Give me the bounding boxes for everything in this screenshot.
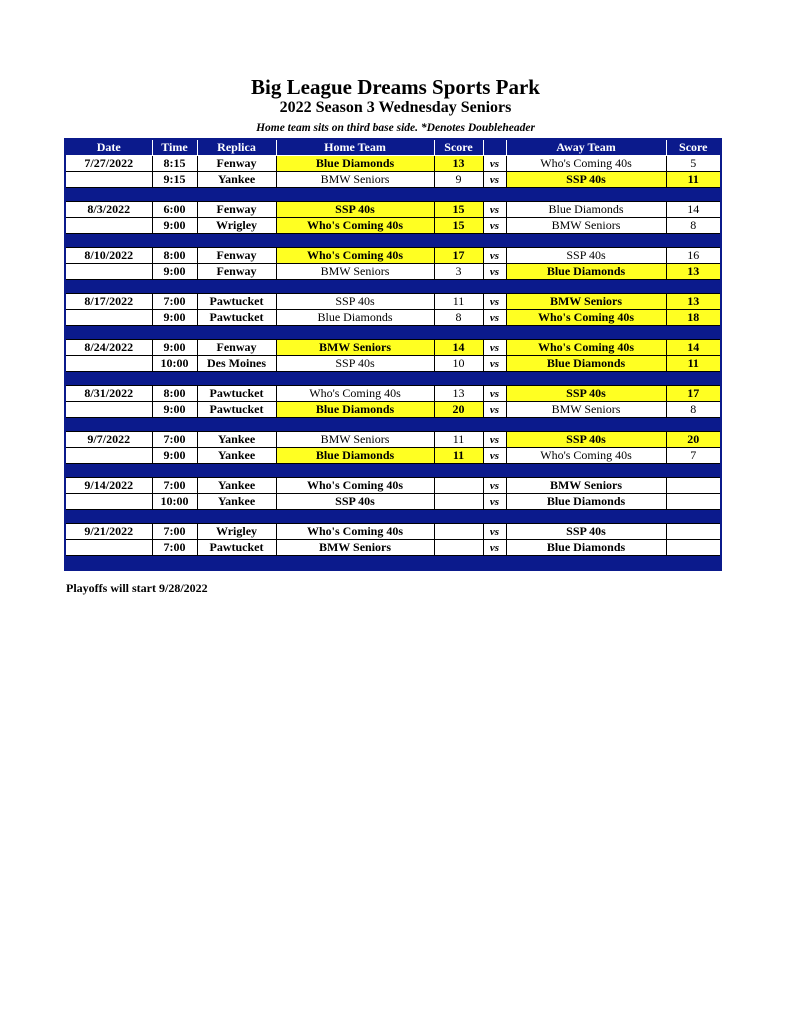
separator-cell xyxy=(666,510,721,524)
cell-replica: Wrigley xyxy=(197,524,276,540)
cell-replica: Pawtucket xyxy=(197,402,276,418)
cell-home-score xyxy=(434,478,483,494)
cell-home-team: SSP 40s xyxy=(276,294,434,310)
cell-home-score xyxy=(434,524,483,540)
cell-date xyxy=(65,494,152,510)
cell-away-score: 13 xyxy=(666,294,721,310)
separator-cell xyxy=(434,510,483,524)
cell-date xyxy=(65,218,152,234)
separator-cell xyxy=(197,326,276,340)
cell-away-score: 8 xyxy=(666,402,721,418)
cell-vs: vs xyxy=(483,156,506,172)
cell-away-team: SSP 40s xyxy=(506,386,666,402)
cell-away-team: Who's Coming 40s xyxy=(506,310,666,326)
separator-cell xyxy=(483,188,506,202)
cell-time: 9:00 xyxy=(152,264,197,280)
header-replica: Replica xyxy=(197,139,276,156)
cell-home-team: BMW Seniors xyxy=(276,340,434,356)
cell-replica: Yankee xyxy=(197,478,276,494)
cell-home-score: 20 xyxy=(434,402,483,418)
cell-home-score: 13 xyxy=(434,386,483,402)
separator-cell xyxy=(506,234,666,248)
header-home-score: Score xyxy=(434,139,483,156)
header-vs xyxy=(483,139,506,156)
separator-row xyxy=(65,464,721,478)
separator-cell xyxy=(65,510,152,524)
separator-cell xyxy=(506,510,666,524)
cell-home-team: Who's Coming 40s xyxy=(276,478,434,494)
separator-cell xyxy=(666,326,721,340)
game-row xyxy=(65,478,721,494)
separator-cell xyxy=(434,372,483,386)
cell-home-team: Who's Coming 40s xyxy=(276,248,434,264)
separator-row xyxy=(65,556,721,571)
cell-home-score: 15 xyxy=(434,202,483,218)
cell-home-team: Blue Diamonds xyxy=(276,156,434,172)
cell-vs: vs xyxy=(483,172,506,188)
separator-cell xyxy=(152,234,197,248)
cell-time: 7:00 xyxy=(152,478,197,494)
separator-cell xyxy=(666,418,721,432)
cell-replica: Fenway xyxy=(197,202,276,218)
separator-row xyxy=(65,280,721,294)
cell-home-score: 11 xyxy=(434,448,483,464)
separator-cell xyxy=(276,372,434,386)
separator-cell xyxy=(197,418,276,432)
game-row xyxy=(65,218,721,234)
game-row xyxy=(65,202,721,218)
cell-time: 9:00 xyxy=(152,310,197,326)
cell-home-team: BMW Seniors xyxy=(276,264,434,280)
cell-date: 8/17/2022 xyxy=(65,294,152,310)
cell-time: 7:00 xyxy=(152,540,197,556)
cell-home-team: BMW Seniors xyxy=(276,432,434,448)
separator-row xyxy=(65,188,721,202)
cell-vs: vs xyxy=(483,524,506,540)
cell-home-team: BMW Seniors xyxy=(276,172,434,188)
cell-away-score: 7 xyxy=(666,448,721,464)
separator-cell xyxy=(483,280,506,294)
separator-cell xyxy=(434,188,483,202)
cell-replica: Fenway xyxy=(197,156,276,172)
separator-cell xyxy=(152,556,197,571)
separator-cell xyxy=(197,234,276,248)
cell-home-score: 14 xyxy=(434,340,483,356)
header-away-team: Away Team xyxy=(506,139,666,156)
game-row xyxy=(65,356,721,372)
cell-home-team: Blue Diamonds xyxy=(276,448,434,464)
cell-date: 9/7/2022 xyxy=(65,432,152,448)
cell-home-team: Blue Diamonds xyxy=(276,402,434,418)
cell-date: 8/31/2022 xyxy=(65,386,152,402)
page-title: Big League Dreams Sports Park xyxy=(251,75,540,99)
cell-away-score: 13 xyxy=(666,264,721,280)
separator-cell xyxy=(483,234,506,248)
cell-vs: vs xyxy=(483,218,506,234)
game-row xyxy=(65,402,721,418)
separator-cell xyxy=(197,188,276,202)
cell-time: 8:15 xyxy=(152,156,197,172)
cell-time: 7:00 xyxy=(152,432,197,448)
cell-date xyxy=(65,402,152,418)
cell-date: 9/21/2022 xyxy=(65,524,152,540)
cell-replica: Yankee xyxy=(197,448,276,464)
separator-row xyxy=(65,510,721,524)
cell-vs: vs xyxy=(483,356,506,372)
cell-away-team: BMW Seniors xyxy=(506,402,666,418)
cell-away-score: 11 xyxy=(666,172,721,188)
cell-away-score xyxy=(666,478,721,494)
separator-cell xyxy=(65,234,152,248)
separator-cell xyxy=(483,372,506,386)
cell-vs: vs xyxy=(483,264,506,280)
cell-home-score: 3 xyxy=(434,264,483,280)
cell-home-score: 11 xyxy=(434,432,483,448)
page-subtitle: 2022 Season 3 Wednesday Seniors xyxy=(279,99,512,116)
cell-time: 7:00 xyxy=(152,524,197,540)
separator-cell xyxy=(666,372,721,386)
cell-home-score: 11 xyxy=(434,294,483,310)
separator-cell xyxy=(506,326,666,340)
separator-row xyxy=(65,418,721,432)
separator-row xyxy=(65,234,721,248)
header-away-score: Score xyxy=(666,139,721,156)
cell-home-score: 10 xyxy=(434,356,483,372)
cell-time: 9:00 xyxy=(152,402,197,418)
separator-cell xyxy=(152,326,197,340)
separator-cell xyxy=(65,418,152,432)
separator-cell xyxy=(434,464,483,478)
cell-replica: Pawtucket xyxy=(197,386,276,402)
cell-vs: vs xyxy=(483,310,506,326)
separator-cell xyxy=(434,556,483,571)
cell-time: 8:00 xyxy=(152,248,197,264)
separator-cell xyxy=(506,372,666,386)
separator-cell xyxy=(666,464,721,478)
cell-home-team: Who's Coming 40s xyxy=(276,218,434,234)
cell-away-team: SSP 40s xyxy=(506,248,666,264)
game-row xyxy=(65,310,721,326)
separator-cell xyxy=(434,234,483,248)
game-row xyxy=(65,540,721,556)
cell-vs: vs xyxy=(483,294,506,310)
separator-cell xyxy=(276,188,434,202)
cell-replica: Fenway xyxy=(197,248,276,264)
cell-time: 10:00 xyxy=(152,494,197,510)
header-home-team: Home Team xyxy=(276,139,434,156)
cell-away-team: BMW Seniors xyxy=(506,294,666,310)
cell-replica: Pawtucket xyxy=(197,540,276,556)
game-row xyxy=(65,524,721,540)
cell-home-score: 13 xyxy=(434,156,483,172)
cell-date: 9/14/2022 xyxy=(65,478,152,494)
separator-cell xyxy=(65,188,152,202)
separator-row xyxy=(65,326,721,340)
cell-away-team: SSP 40s xyxy=(506,432,666,448)
cell-time: 9:00 xyxy=(152,448,197,464)
cell-replica: Wrigley xyxy=(197,218,276,234)
separator-cell xyxy=(276,280,434,294)
separator-cell xyxy=(152,464,197,478)
cell-date xyxy=(65,310,152,326)
playoffs-note: Playoffs will start 9/28/2022 xyxy=(66,581,208,595)
cell-away-score xyxy=(666,494,721,510)
cell-away-team: Blue Diamonds xyxy=(506,202,666,218)
separator-cell xyxy=(483,464,506,478)
header-time: Time xyxy=(152,139,197,156)
cell-home-score: 8 xyxy=(434,310,483,326)
separator-cell xyxy=(276,234,434,248)
cell-away-team: Blue Diamonds xyxy=(506,356,666,372)
game-row xyxy=(65,156,721,172)
cell-date: 8/10/2022 xyxy=(65,248,152,264)
cell-vs: vs xyxy=(483,494,506,510)
cell-away-team: Who's Coming 40s xyxy=(506,340,666,356)
game-row xyxy=(65,340,721,356)
cell-vs: vs xyxy=(483,402,506,418)
separator-cell xyxy=(152,510,197,524)
cell-replica: Pawtucket xyxy=(197,310,276,326)
cell-date xyxy=(65,356,152,372)
cell-vs: vs xyxy=(483,340,506,356)
separator-cell xyxy=(276,510,434,524)
header-date: Date xyxy=(65,139,152,156)
cell-away-score: 11 xyxy=(666,356,721,372)
cell-date: 8/24/2022 xyxy=(65,340,152,356)
cell-date xyxy=(65,172,152,188)
separator-cell xyxy=(197,372,276,386)
separator-cell xyxy=(506,418,666,432)
cell-home-team: SSP 40s xyxy=(276,202,434,218)
separator-cell xyxy=(483,418,506,432)
separator-cell xyxy=(276,464,434,478)
cell-away-team: Who's Coming 40s xyxy=(506,156,666,172)
schedule-table xyxy=(64,138,722,571)
cell-away-team: BMW Seniors xyxy=(506,478,666,494)
separator-cell xyxy=(65,326,152,340)
cell-vs: vs xyxy=(483,478,506,494)
separator-cell xyxy=(152,372,197,386)
cell-away-score: 8 xyxy=(666,218,721,234)
cell-date xyxy=(65,540,152,556)
cell-vs: vs xyxy=(483,540,506,556)
cell-away-score: 20 xyxy=(666,432,721,448)
cell-home-team: Who's Coming 40s xyxy=(276,524,434,540)
separator-cell xyxy=(666,556,721,571)
cell-time: 9:00 xyxy=(152,340,197,356)
cell-away-team: BMW Seniors xyxy=(506,218,666,234)
cell-away-team: SSP 40s xyxy=(506,172,666,188)
separator-cell xyxy=(483,326,506,340)
separator-cell xyxy=(506,280,666,294)
separator-cell xyxy=(506,464,666,478)
separator-cell xyxy=(197,280,276,294)
separator-cell xyxy=(483,556,506,571)
cell-away-score xyxy=(666,524,721,540)
cell-replica: Yankee xyxy=(197,172,276,188)
separator-cell xyxy=(276,556,434,571)
separator-cell xyxy=(152,280,197,294)
cell-away-team: Who's Coming 40s xyxy=(506,448,666,464)
separator-cell xyxy=(666,234,721,248)
separator-cell xyxy=(434,280,483,294)
separator-cell xyxy=(65,556,152,571)
separator-cell xyxy=(197,510,276,524)
cell-vs: vs xyxy=(483,448,506,464)
separator-cell xyxy=(152,188,197,202)
cell-away-score: 17 xyxy=(666,386,721,402)
cell-time: 10:00 xyxy=(152,356,197,372)
separator-cell xyxy=(65,464,152,478)
schedule-note: Home team sits on third base side. *Denotes Doubleheader xyxy=(256,122,535,134)
game-row xyxy=(65,494,721,510)
cell-vs: vs xyxy=(483,432,506,448)
cell-home-score: 9 xyxy=(434,172,483,188)
separator-cell xyxy=(152,418,197,432)
game-row xyxy=(65,172,721,188)
header-row xyxy=(65,139,721,156)
cell-time: 7:00 xyxy=(152,294,197,310)
separator-cell xyxy=(276,418,434,432)
separator-cell xyxy=(666,280,721,294)
cell-time: 6:00 xyxy=(152,202,197,218)
cell-time: 9:00 xyxy=(152,218,197,234)
game-row xyxy=(65,264,721,280)
separator-cell xyxy=(197,464,276,478)
cell-away-team: Blue Diamonds xyxy=(506,264,666,280)
cell-home-team: Who's Coming 40s xyxy=(276,386,434,402)
separator-cell xyxy=(276,326,434,340)
cell-away-score xyxy=(666,540,721,556)
cell-replica: Fenway xyxy=(197,340,276,356)
separator-cell xyxy=(65,372,152,386)
cell-home-score xyxy=(434,540,483,556)
cell-vs: vs xyxy=(483,248,506,264)
cell-home-team: SSP 40s xyxy=(276,356,434,372)
cell-date: 8/3/2022 xyxy=(65,202,152,218)
cell-away-score: 14 xyxy=(666,340,721,356)
cell-away-team: Blue Diamonds xyxy=(506,540,666,556)
cell-replica: Fenway xyxy=(197,264,276,280)
cell-home-score: 15 xyxy=(434,218,483,234)
game-row xyxy=(65,294,721,310)
cell-vs: vs xyxy=(483,386,506,402)
cell-away-score: 5 xyxy=(666,156,721,172)
separator-cell xyxy=(197,556,276,571)
separator-cell xyxy=(506,188,666,202)
game-row xyxy=(65,248,721,264)
cell-date: 7/27/2022 xyxy=(65,156,152,172)
cell-date xyxy=(65,448,152,464)
cell-home-score: 17 xyxy=(434,248,483,264)
separator-cell xyxy=(483,510,506,524)
separator-cell xyxy=(65,280,152,294)
separator-cell xyxy=(434,418,483,432)
cell-home-team: SSP 40s xyxy=(276,494,434,510)
separator-cell xyxy=(666,188,721,202)
game-row xyxy=(65,386,721,402)
cell-away-team: SSP 40s xyxy=(506,524,666,540)
cell-home-team: BMW Seniors xyxy=(276,540,434,556)
schedule-body xyxy=(65,156,721,571)
cell-away-score: 14 xyxy=(666,202,721,218)
cell-away-team: Blue Diamonds xyxy=(506,494,666,510)
cell-replica: Yankee xyxy=(197,432,276,448)
cell-home-score xyxy=(434,494,483,510)
cell-vs: vs xyxy=(483,202,506,218)
separator-row xyxy=(65,372,721,386)
cell-time: 8:00 xyxy=(152,386,197,402)
cell-away-score: 16 xyxy=(666,248,721,264)
cell-replica: Pawtucket xyxy=(197,294,276,310)
cell-home-team: Blue Diamonds xyxy=(276,310,434,326)
cell-away-score: 18 xyxy=(666,310,721,326)
cell-date xyxy=(65,264,152,280)
cell-replica: Des Moines xyxy=(197,356,276,372)
cell-time: 9:15 xyxy=(152,172,197,188)
separator-cell xyxy=(506,556,666,571)
separator-cell xyxy=(434,326,483,340)
game-row xyxy=(65,448,721,464)
cell-replica: Yankee xyxy=(197,494,276,510)
game-row xyxy=(65,432,721,448)
